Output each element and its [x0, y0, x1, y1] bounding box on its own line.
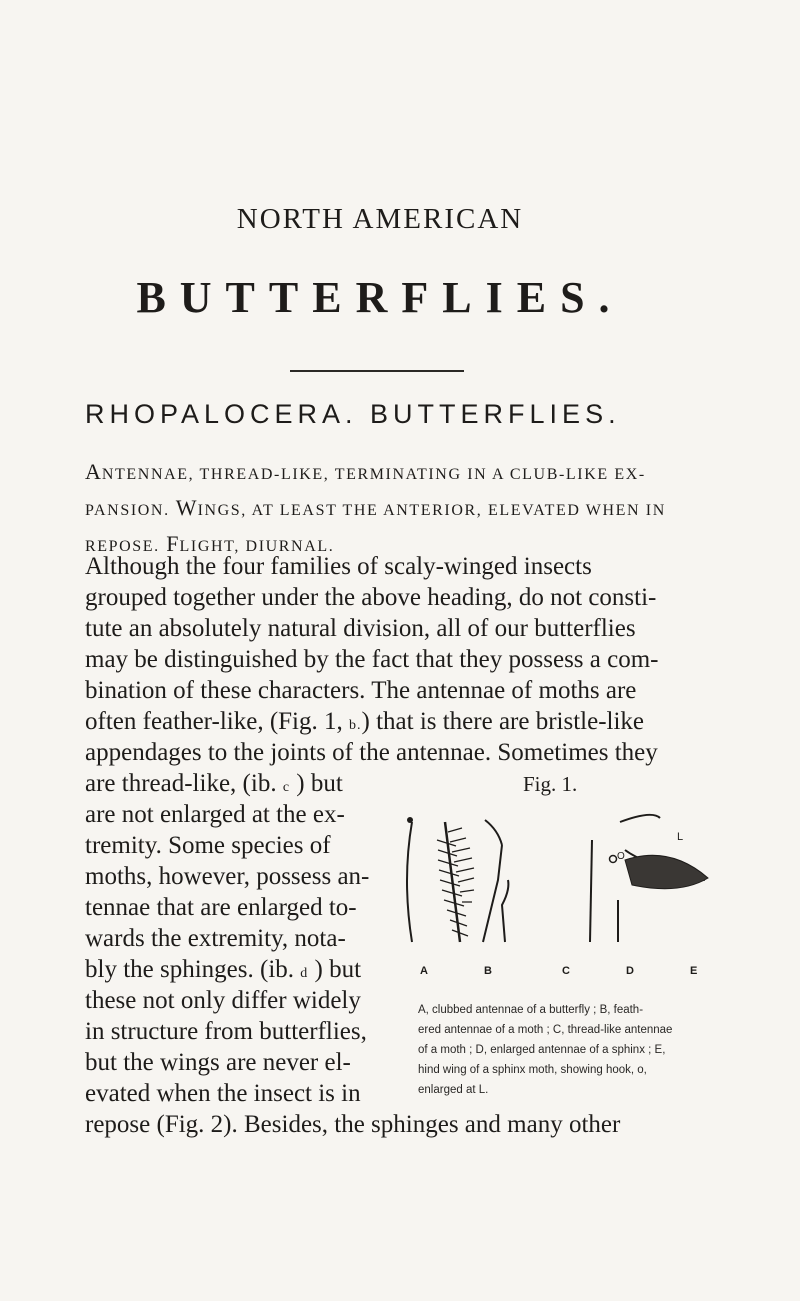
body-line-16: in structure from butterflies, — [85, 1018, 367, 1045]
antenna-c-second — [502, 880, 508, 942]
caption-line-1: A, clubbed antennae of a butterfly ; B, feath- — [418, 1004, 644, 1016]
lead-text-2: PANSION. — [85, 502, 170, 519]
antenna-c-thread-top — [485, 820, 502, 845]
body-line-19: repose (Fig. 2). Besides, the sphinges and many other — [85, 1111, 621, 1138]
antenna-e-hooked — [610, 815, 709, 942]
antennae-illustration — [390, 810, 720, 950]
body-line-8-b: c — [282, 780, 291, 795]
body-line-7: appendages to the joints of the antennae. Sometimes they — [85, 739, 658, 766]
definition-paragraph — [85, 455, 735, 563]
lead-initial-1: A — [85, 459, 102, 484]
body-line-2: grouped together under the above heading, do not consti- — [85, 584, 657, 611]
title-line-2: BUTTERFLIES. — [136, 273, 624, 322]
lead-initial-3: F — [159, 531, 180, 556]
body-line-6-a: often feather-like, (Fig. 1, — [85, 708, 343, 735]
figure-letter-e: E — [690, 965, 698, 977]
body-line-8 — [85, 770, 343, 798]
body-line-10: tremity. Some species of — [85, 832, 331, 859]
body-line-3: tute an absolutely natural division, all of our butterflies — [85, 615, 636, 642]
body-line-17: but the wings are never el- — [85, 1049, 351, 1076]
lead-word-1: NTENNAE, — [101, 466, 195, 483]
lead-text-1: THREAD-LIKE, TERMINATING IN A CLUB-LIKE EX- — [194, 466, 646, 483]
caption-line-2: ered antennae of a moth ; C, thread-like antennae — [418, 1024, 673, 1036]
caption-line-3: of a moth ; D, enlarged antennae of a sphinx ; E, — [418, 1044, 666, 1056]
figure-letter-d: D — [626, 965, 634, 977]
body-line-4: may be distinguished by the fact that they possess a com- — [85, 646, 659, 673]
antenna-c-thread — [483, 845, 502, 942]
lead-text-5: DIURNAL. — [239, 538, 335, 555]
body-line-13: wards the extremity, nota- — [85, 925, 346, 952]
body-line-6 — [85, 708, 644, 736]
body-line-11: moths, however, possess an- — [85, 863, 370, 890]
lead-word-2: INGS, — [197, 502, 247, 519]
body-line-14-a: bly the sphinges. (ib. — [85, 956, 295, 983]
inset-letter-l: L — [677, 831, 684, 843]
title-line-1: NORTH AMERICAN — [236, 203, 524, 235]
body-line-12: tennae that are enlarged to- — [85, 894, 357, 921]
lead-text-4: REPOSE. — [85, 538, 160, 555]
body-line-6-c: ) that is there are bristle-like — [361, 708, 645, 735]
body-line-9: are not enlarged at the ex- — [85, 801, 345, 828]
body-line-14-c: ) but — [314, 956, 362, 983]
body-line-6-b: b. — [349, 718, 362, 733]
lead-word-3: LIGHT, — [179, 538, 240, 555]
body-line-8-a: are thread-like, (ib. — [85, 770, 277, 797]
section-heading: RHOPALOCERA. BUTTERFLIES. — [85, 399, 621, 429]
caption-line-4: hind wing of a sphinx moth, showing hook, o, — [418, 1064, 647, 1076]
title-divider — [290, 370, 464, 372]
body-line-15: these not only differ widely — [85, 987, 361, 1014]
figure-caption — [418, 1000, 718, 1100]
body-line-1: Although the four families of scaly-winged insects — [85, 553, 592, 580]
body-line-18: evated when the insect is in — [85, 1080, 361, 1107]
body-line-14-b: d — [300, 966, 309, 981]
antenna-a-clubbed — [407, 822, 412, 942]
antenna-b-feathered — [437, 822, 474, 942]
figure-label: Fig. 1. — [523, 772, 578, 796]
lead-initial-2: W — [169, 495, 198, 520]
lead-text-3: AT LEAST THE ANTERIOR, ELEVATED WHEN IN — [246, 502, 666, 519]
figure-letter-a: A — [420, 965, 428, 977]
caption-line-5: enlarged at L. — [418, 1084, 489, 1096]
body-line-8-c: ) but — [296, 770, 343, 797]
antenna-d-enlarged — [590, 840, 592, 942]
figure-letter-b: B — [484, 965, 492, 977]
figure-letter-c: C — [562, 965, 570, 977]
inset-letter-o: O — [617, 851, 625, 862]
body-line-14 — [85, 956, 361, 984]
body-line-5: bination of these characters. The antennae of moths are — [85, 677, 637, 704]
